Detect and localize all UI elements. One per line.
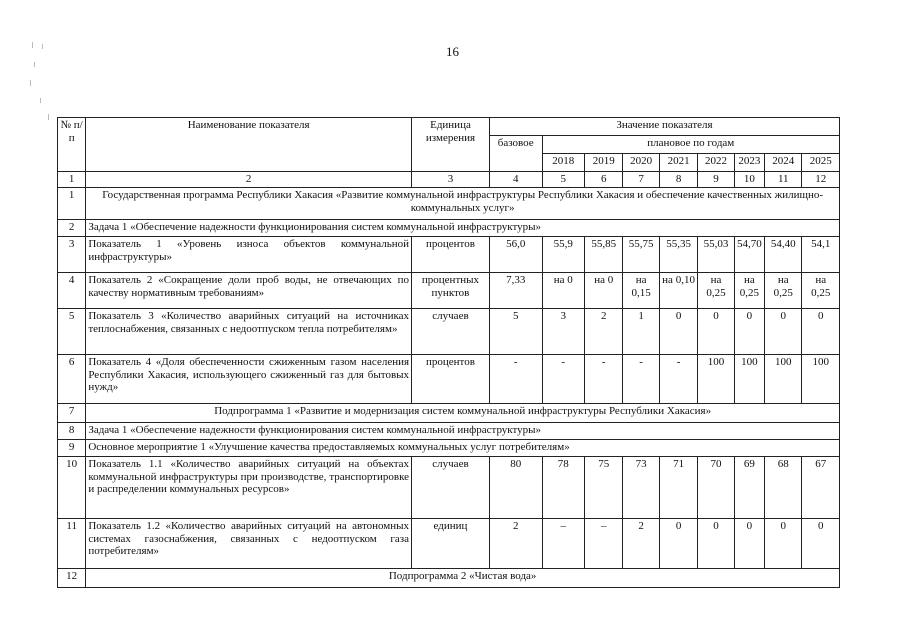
planned-value: - <box>585 355 623 404</box>
header-year: 2021 <box>659 154 697 172</box>
planned-value: на 0 <box>585 273 623 309</box>
planned-value: 0 <box>734 519 764 569</box>
planned-value: 100 <box>734 355 764 404</box>
row-number: 12 <box>58 569 86 588</box>
planned-value: 71 <box>659 457 697 519</box>
planned-value: 0 <box>659 309 697 355</box>
table-row <box>58 569 840 588</box>
indicator-unit: процентов <box>412 355 490 404</box>
column-number: 5 <box>542 172 584 188</box>
indicator-unit: случаев <box>412 309 490 355</box>
planned-value: 2 <box>585 309 623 355</box>
table-row <box>58 404 840 423</box>
planned-value: на 0 <box>542 273 584 309</box>
indicator-name: Показатель 3 «Количество аварийных ситуаций на источниках теплоснабжения, связанных с недоотпуском тепла потребителям» <box>86 309 412 355</box>
column-number: 3 <box>412 172 490 188</box>
planned-value: 70 <box>698 457 734 519</box>
header-base: базовое <box>489 136 542 172</box>
planned-value: 68 <box>765 457 802 519</box>
planned-value: 0 <box>765 309 802 355</box>
planned-value: 55,9 <box>542 237 584 273</box>
table-row <box>58 188 840 220</box>
table-row <box>58 355 840 404</box>
indicator-unit: случаев <box>412 457 490 519</box>
row-number: 5 <box>58 309 86 355</box>
indicator-unit: процентных пунктов <box>412 273 490 309</box>
base-value: 2 <box>489 519 542 569</box>
row-number: 11 <box>58 519 86 569</box>
planned-value: на 0,25 <box>734 273 764 309</box>
planned-value: 0 <box>765 519 802 569</box>
header-year: 2019 <box>585 154 623 172</box>
column-number: 9 <box>698 172 734 188</box>
indicator-name: Показатель 2 «Сокращение доли проб воды, не отвечающих по качеству нормативным требованиям» <box>86 273 412 309</box>
planned-value: 73 <box>623 457 659 519</box>
planned-value: 54,70 <box>734 237 764 273</box>
table-row <box>58 273 840 309</box>
header-value: Значение показателя <box>489 118 839 136</box>
page-number: 16 <box>446 44 459 59</box>
column-number: 7 <box>623 172 659 188</box>
row-number: 10 <box>58 457 86 519</box>
column-number: 12 <box>802 172 840 188</box>
column-number: 4 <box>489 172 542 188</box>
planned-value: – <box>542 519 584 569</box>
planned-value: 100 <box>802 355 840 404</box>
header-unit: Единица измерения <box>412 118 490 172</box>
planned-value: 100 <box>698 355 734 404</box>
base-value: 7,33 <box>489 273 542 309</box>
planned-value: - <box>623 355 659 404</box>
planned-value: 0 <box>802 309 840 355</box>
row-number: 6 <box>58 355 86 404</box>
planned-value: 3 <box>542 309 584 355</box>
planned-value: 0 <box>698 309 734 355</box>
column-number: 10 <box>734 172 764 188</box>
indicator-name: Показатель 1.1 «Количество аварийных ситуаций на объектах коммунальной инфраструктуры при производстве, транспортировке и распределении коммунальных ресурсов» <box>86 457 412 519</box>
header-no: № п/п <box>58 118 86 172</box>
planned-value: 2 <box>623 519 659 569</box>
row-number: 3 <box>58 237 86 273</box>
header-year: 2022 <box>698 154 734 172</box>
planned-value: 1 <box>623 309 659 355</box>
planned-value: 100 <box>765 355 802 404</box>
row-number: 7 <box>58 404 86 423</box>
column-number: 6 <box>585 172 623 188</box>
planned-value: 75 <box>585 457 623 519</box>
header-name: Наименование показателя <box>86 118 412 172</box>
base-value: 56,0 <box>489 237 542 273</box>
indicator-unit: процентов <box>412 237 490 273</box>
header-year: 2023 <box>734 154 764 172</box>
row-number: 9 <box>58 440 86 457</box>
planned-value: 0 <box>698 519 734 569</box>
row-section-title: Подпрограмма 1 «Развитие и модернизация систем коммунальной инфраструктуры Республики Хакасия» <box>86 404 840 423</box>
header-year: 2025 <box>802 154 840 172</box>
planned-value: 55,85 <box>585 237 623 273</box>
column-number: 2 <box>86 172 412 188</box>
header-year: 2018 <box>542 154 584 172</box>
header-planned: плановое по годам <box>542 136 839 154</box>
row-number: 8 <box>58 423 86 440</box>
planned-value: 0 <box>659 519 697 569</box>
planned-value: 55,03 <box>698 237 734 273</box>
planned-value: на 0,15 <box>623 273 659 309</box>
planned-value: - <box>542 355 584 404</box>
base-value: 5 <box>489 309 542 355</box>
row-number: 4 <box>58 273 86 309</box>
row-section-title: Подпрограмма 2 «Чистая вода» <box>86 569 840 588</box>
planned-value: 55,75 <box>623 237 659 273</box>
table-row <box>58 519 840 569</box>
planned-value: на 0,25 <box>698 273 734 309</box>
indicator-unit: единиц <box>412 519 490 569</box>
header-year: 2020 <box>623 154 659 172</box>
indicator-name: Показатель 4 «Доля обеспеченности сжиженным газом населения Республики Хакасия, использующего сжиженный газ для бытовых нужд» <box>86 355 412 404</box>
indicators-table <box>57 117 840 588</box>
table-body <box>58 188 840 588</box>
planned-value: на 0,25 <box>802 273 840 309</box>
table-row <box>58 457 840 519</box>
column-number: 1 <box>58 172 86 188</box>
planned-value: 69 <box>734 457 764 519</box>
planned-value: 0 <box>734 309 764 355</box>
planned-value: – <box>585 519 623 569</box>
planned-value: 55,35 <box>659 237 697 273</box>
row-number: 1 <box>58 188 86 220</box>
column-number: 8 <box>659 172 697 188</box>
table-row <box>58 220 840 237</box>
column-number: 11 <box>765 172 802 188</box>
base-value: 80 <box>489 457 542 519</box>
table-row <box>58 309 840 355</box>
planned-value: на 0,25 <box>765 273 802 309</box>
row-number: 2 <box>58 220 86 237</box>
planned-value: - <box>659 355 697 404</box>
row-section-title: Задача 1 «Обеспечение надежности функционирования систем коммунальной инфраструктуры» <box>86 220 840 237</box>
planned-value: 67 <box>802 457 840 519</box>
table-row <box>58 423 840 440</box>
indicator-name: Показатель 1 «Уровень износа объектов коммунальной инфраструктуры» <box>86 237 412 273</box>
planned-value: 78 <box>542 457 584 519</box>
header-year: 2024 <box>765 154 802 172</box>
planned-value: на 0,10 <box>659 273 697 309</box>
row-section-title: Государственная программа Республики Хакасия «Развитие коммунальной инфраструктуры Республики Хакасия и обеспечение качественных жилищно-коммунальных услуг» <box>86 188 840 220</box>
indicator-name: Показатель 1.2 «Количество аварийных ситуаций на автономных системах газоснабжения, связанных с недоотпуском газа потребителям» <box>86 519 412 569</box>
table-row <box>58 440 840 457</box>
planned-value: 0 <box>802 519 840 569</box>
base-value: - <box>489 355 542 404</box>
table-row <box>58 237 840 273</box>
planned-value: 54,40 <box>765 237 802 273</box>
row-section-title: Задача 1 «Обеспечение надежности функционирования систем коммунальной инфраструктуры» <box>86 423 840 440</box>
row-section-title: Основное мероприятие 1 «Улучшение качества предоставляемых коммунальных услуг потребителям» <box>86 440 840 457</box>
table-header <box>58 118 840 188</box>
planned-value: 54,1 <box>802 237 840 273</box>
